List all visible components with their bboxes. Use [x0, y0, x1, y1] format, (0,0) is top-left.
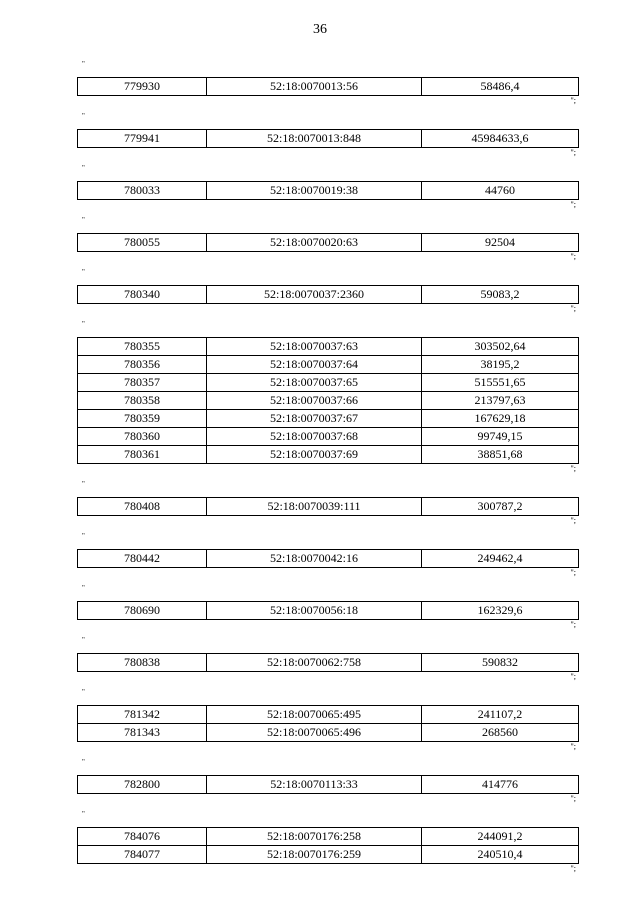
- table-row: [78, 392, 579, 410]
- table-row: [78, 286, 579, 304]
- table-row: [78, 724, 579, 742]
- quoted-block: [0, 163, 640, 213]
- table-row: [78, 428, 579, 446]
- data-table: [77, 77, 579, 96]
- close-quote: ";: [570, 742, 576, 751]
- cadastral-number-cell: 52:18:0070013:848: [207, 130, 422, 148]
- row-id-cell: 780361: [78, 446, 207, 464]
- cadastral-number-cell: 52:18:0070113:33: [207, 776, 422, 794]
- cadastral-number-cell: 52:18:0070037:2360: [207, 286, 422, 304]
- row-id-cell: 780690: [78, 602, 207, 620]
- row-id-cell: 780355: [78, 338, 207, 356]
- row-id-cell: 780055: [78, 234, 207, 252]
- cadastral-number-cell: 52:18:0070065:495: [207, 706, 422, 724]
- row-id-cell: 784077: [78, 846, 207, 864]
- open-quote: ": [82, 480, 85, 488]
- cadastral-number-cell: 52:18:0070037:67: [207, 410, 422, 428]
- data-table: [77, 601, 579, 620]
- close-quote: ";: [570, 620, 576, 629]
- open-quote: ": [82, 268, 85, 276]
- close-quote: ";: [570, 516, 576, 525]
- close-quote: ";: [570, 794, 576, 803]
- cadastral-number-cell: 52:18:0070039:111: [207, 498, 422, 516]
- data-table: [77, 653, 579, 672]
- value-cell: 162329,6: [422, 602, 579, 620]
- value-cell: 92504: [422, 234, 579, 252]
- value-cell: 59083,2: [422, 286, 579, 304]
- data-table: [77, 775, 579, 794]
- value-cell: 240510,4: [422, 846, 579, 864]
- cadastral-number-cell: 52:18:0070019:38: [207, 182, 422, 200]
- quoted-block: [0, 267, 640, 317]
- quoted-block: [0, 59, 640, 109]
- row-id-cell: 779930: [78, 78, 207, 96]
- quoted-block: [0, 479, 640, 529]
- row-id-cell: 780359: [78, 410, 207, 428]
- row-id-cell: 780358: [78, 392, 207, 410]
- value-cell: 300787,2: [422, 498, 579, 516]
- open-quote: ": [82, 532, 85, 540]
- close-quote: ";: [570, 96, 576, 105]
- quoted-block: [0, 687, 640, 755]
- table-row: [78, 550, 579, 568]
- close-quote: ";: [570, 464, 576, 473]
- open-quote: ": [82, 60, 85, 68]
- table-row: [78, 338, 579, 356]
- value-cell: 45984633,6: [422, 130, 579, 148]
- page-number: 36: [313, 22, 327, 37]
- cadastral-number-cell: 52:18:0070056:18: [207, 602, 422, 620]
- value-cell: 303502,64: [422, 338, 579, 356]
- cadastral-number-cell: 52:18:0070062:758: [207, 654, 422, 672]
- table-row: [78, 234, 579, 252]
- open-quote: ": [82, 584, 85, 592]
- open-quote: ": [82, 758, 85, 766]
- value-cell: 58486,4: [422, 78, 579, 96]
- quoted-block: [0, 757, 640, 807]
- quoted-block: [0, 531, 640, 581]
- table-row: [78, 446, 579, 464]
- cadastral-number-cell: 52:18:0070037:63: [207, 338, 422, 356]
- row-id-cell: 780360: [78, 428, 207, 446]
- cadastral-number-cell: 52:18:0070065:496: [207, 724, 422, 742]
- table-row: [78, 828, 579, 846]
- value-cell: 249462,4: [422, 550, 579, 568]
- open-quote: ": [82, 636, 85, 644]
- row-id-cell: 780408: [78, 498, 207, 516]
- cadastral-number-cell: 52:18:0070176:259: [207, 846, 422, 864]
- table-row: [78, 182, 579, 200]
- row-id-cell: 784076: [78, 828, 207, 846]
- table-row: [78, 374, 579, 392]
- open-quote: ": [82, 164, 85, 172]
- quoted-block: [0, 111, 640, 161]
- table-row: [78, 356, 579, 374]
- cadastral-number-cell: 52:18:0070037:65: [207, 374, 422, 392]
- row-id-cell: 780033: [78, 182, 207, 200]
- data-table: [77, 285, 579, 304]
- data-table: [77, 337, 579, 464]
- quoted-block: [0, 215, 640, 265]
- close-quote: ";: [570, 568, 576, 577]
- open-quote: ": [82, 216, 85, 224]
- open-quote: ": [82, 320, 85, 328]
- value-cell: 590832: [422, 654, 579, 672]
- table-row: [78, 498, 579, 516]
- data-table: [77, 181, 579, 200]
- row-id-cell: 781343: [78, 724, 207, 742]
- cadastral-number-cell: 52:18:0070020:63: [207, 234, 422, 252]
- row-id-cell: 780356: [78, 356, 207, 374]
- data-table: [77, 705, 579, 742]
- quoted-block: [0, 319, 640, 477]
- cadastral-number-cell: 52:18:0070013:56: [207, 78, 422, 96]
- quoted-block: [0, 583, 640, 633]
- data-table: [77, 129, 579, 148]
- row-id-cell: 779941: [78, 130, 207, 148]
- close-quote: ";: [570, 672, 576, 681]
- row-id-cell: 780357: [78, 374, 207, 392]
- value-cell: 414776: [422, 776, 579, 794]
- value-cell: 38851,68: [422, 446, 579, 464]
- row-id-cell: 781342: [78, 706, 207, 724]
- data-table: [77, 233, 579, 252]
- cadastral-number-cell: 52:18:0070037:66: [207, 392, 422, 410]
- value-cell: 268560: [422, 724, 579, 742]
- value-cell: 515551,65: [422, 374, 579, 392]
- value-cell: 213797,63: [422, 392, 579, 410]
- table-row: [78, 602, 579, 620]
- document-body: [0, 59, 640, 879]
- table-row: [78, 130, 579, 148]
- cadastral-number-cell: 52:18:0070037:69: [207, 446, 422, 464]
- row-id-cell: 780838: [78, 654, 207, 672]
- table-row: [78, 654, 579, 672]
- table-row: [78, 706, 579, 724]
- close-quote: ";: [570, 252, 576, 261]
- close-quote: ";: [570, 304, 576, 313]
- value-cell: 244091,2: [422, 828, 579, 846]
- data-table: [77, 497, 579, 516]
- quoted-block: [0, 635, 640, 685]
- open-quote: ": [82, 810, 85, 818]
- table-row: [78, 846, 579, 864]
- table-row: [78, 78, 579, 96]
- value-cell: 38195,2: [422, 356, 579, 374]
- cadastral-number-cell: 52:18:0070037:64: [207, 356, 422, 374]
- value-cell: 99749,15: [422, 428, 579, 446]
- data-table: [77, 827, 579, 864]
- close-quote: ";: [570, 864, 576, 873]
- open-quote: ": [82, 688, 85, 696]
- cadastral-number-cell: 52:18:0070176:258: [207, 828, 422, 846]
- value-cell: 167629,18: [422, 410, 579, 428]
- close-quote: ";: [570, 200, 576, 209]
- row-id-cell: 780340: [78, 286, 207, 304]
- quoted-block: [0, 809, 640, 877]
- value-cell: 44760: [422, 182, 579, 200]
- close-quote: ";: [570, 148, 576, 157]
- value-cell: 241107,2: [422, 706, 579, 724]
- row-id-cell: 780442: [78, 550, 207, 568]
- cadastral-number-cell: 52:18:0070037:68: [207, 428, 422, 446]
- open-quote: ": [82, 112, 85, 120]
- row-id-cell: 782800: [78, 776, 207, 794]
- table-row: [78, 410, 579, 428]
- data-table: [77, 549, 579, 568]
- table-row: [78, 776, 579, 794]
- cadastral-number-cell: 52:18:0070042:16: [207, 550, 422, 568]
